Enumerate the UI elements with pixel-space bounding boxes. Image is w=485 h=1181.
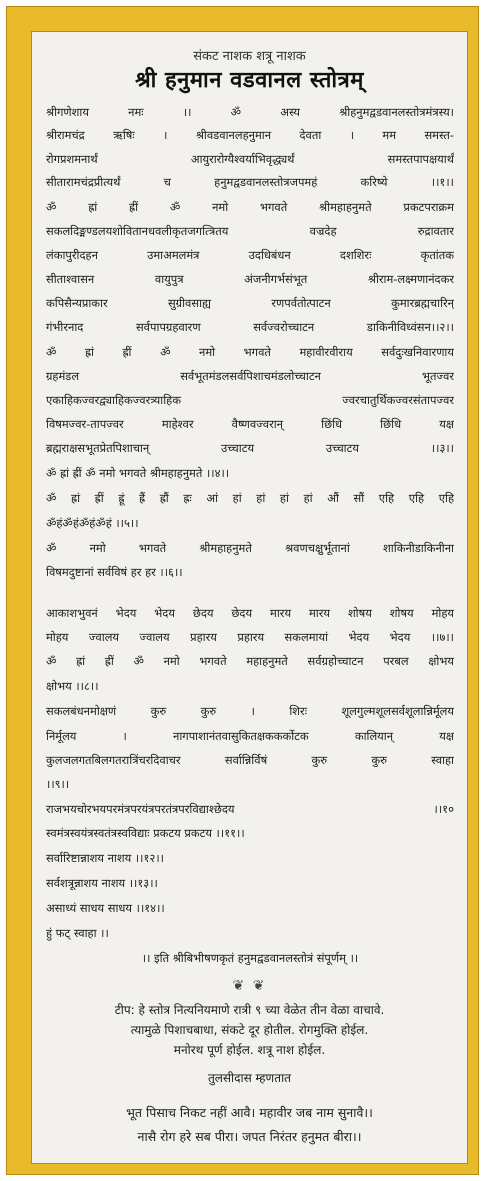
verse-line: कुलजलगतबिलगतरात्रिंचरदिवाचर सर्वान्निर्विषं कुरु कुरु स्वाहा bbox=[46, 753, 454, 767]
verse-line: स्वमंत्रस्वयंत्रस्वतंत्रस्वविद्याः प्रकटय प्रकटय ।।११।। bbox=[46, 826, 245, 840]
verse-line: राजभयचोरभयपरमंत्रपरयंत्रपरतंत्रपरविद्याश्छेदय ।।१० bbox=[46, 802, 454, 816]
page-title: श्री हनुमान वडवानल स्तोत्रम् bbox=[135, 68, 364, 93]
stotra-card bbox=[31, 31, 468, 1164]
verse-line: रोगप्रशमनार्थं आयुरारोग्यैश्वर्याभिवृद्ध्यर्थं समस्तपापक्षयार्थं bbox=[46, 152, 454, 166]
verse-line: लंकापुरीदहन उमाअमलमंत्र उदधिबंधन दशशिरः कृतांतक bbox=[46, 248, 454, 262]
verse-line: ॐ नमो भगवते श्रीमहाहनुमते श्रवणचक्षुर्भूतानां शाकिनीडाकिनीना bbox=[46, 541, 454, 555]
verse-line: ब्रह्मराक्षसभूतप्रेतपिशाचान् उच्चाटय उच्चाटय ।।३।। bbox=[46, 441, 454, 455]
verse-line: सीतारामचंद्रप्रीत्यर्थं च हनुमद्वडवानलस्तोत्रजपमहं करिष्ये ।।१।। bbox=[46, 175, 454, 189]
verse-line: आकाशभुवनं भेदय भेदय छेदय छेदय मारय मारय शोषय शोषय मोहय bbox=[46, 606, 454, 620]
verse-line: ॐ ह्रां ह्रीं ॐ नमो भगवते महावीरवीराय सर्वदुःखनिवारणाय bbox=[46, 345, 454, 359]
verse-line: ॐ ह्रां ह्रीं ॐ नमो भगवते श्रीमहाहनुमते ।।४।। bbox=[46, 466, 230, 480]
verse-line: गंभीरनाद सर्वपापग्रहवारण सर्वज्वरोच्चाटन डाकिनीविध्वंसन।।२।। bbox=[46, 320, 454, 334]
verse-line: असाध्यं साधय साधय ।।१४।। bbox=[46, 901, 165, 915]
couplet-line: नासै रोग हरे सब पीरा। जपत निरंतर हनुमत बीरा।। bbox=[137, 1129, 362, 1144]
verse-line: ॐ ह्रां ह्रीं ह्रूं ह्रैं ह्रौं ह्रः आं हां हां हां हां औं सौं एहि एहि एहि bbox=[46, 491, 454, 505]
verse-line: क्षोभय ।।८।। bbox=[46, 679, 99, 693]
verse-line: एकाहिकज्वरद्व्याहिकज्वरत्र्याहिक ज्वरचातुर्थिकज्वरसंतापज्वर bbox=[46, 393, 454, 407]
tip-line: टीप: हे स्तोत्र नित्यनियमाणे रात्री ९ च्या वेळेत तीन वेळा वाचावे. bbox=[114, 1003, 385, 1017]
verse-line: निर्मूलय । नागपाशानंतवासुकितक्षककर्कोटक कालियान् यक्ष bbox=[46, 729, 454, 743]
verse-line: ग्रहमंडल सर्वभूतमंडलसर्वपिशाचमंडलोच्चाटन भूतज्वर bbox=[46, 369, 454, 383]
subtitle: संकट नाशक शत्रू नाशक bbox=[193, 49, 306, 64]
verse-line: ॐ ह्रां ह्रीं ॐ नमो भगवते श्रीमहाहनुमते प्रकटपराक्रम bbox=[46, 200, 454, 214]
verse-line: सकलदिङ्मण्डलयशोवितानधवलीकृतजगत्त्रितय वज्रदेह रुद्रावतार bbox=[46, 224, 454, 238]
verse-line: सर्वारिष्टान्नाशय नाशय ।।१२।। bbox=[46, 851, 164, 865]
verse-line: सर्वशत्रून्नाशय नाशय ।।१३।। bbox=[46, 876, 158, 890]
verse-line: श्रीगणेशाय नमः ।। ॐ अस्य श्रीहनुमद्वडवानलस्तोत्रमंत्रस्य। bbox=[46, 105, 454, 119]
couplet-line: भूत पिसाच निकट नहीं आवै। महावीर जब नाम सुनावै।। bbox=[126, 1105, 373, 1120]
verse-line: विषमदुष्टानां सर्वविषं हर हर ।।६।। bbox=[46, 565, 183, 579]
page-frame bbox=[6, 6, 479, 1175]
verse-line: ॐहंॐहंॐहंॐहं ।।५।। bbox=[46, 516, 139, 530]
ornament-divider: ❦ ❦ bbox=[232, 978, 267, 994]
tip-line: त्यामुळे पिशाचबाधा, संकटे दूर होतील. रोगमुक्ति होईल. bbox=[130, 1023, 369, 1037]
tip-line: मनोरथ पूर्ण होईल. शत्रू नाश होईल. bbox=[173, 1043, 326, 1057]
verse-line: श्रीरामचंद्र ऋषिः । श्रीवडवानलहनुमान देवता । मम समस्त- bbox=[46, 128, 454, 142]
verse-line: सकलबंधनमोक्षणं कुरु कुरु । शिरः शूलगुल्मशूलसर्वशूलान्निर्मूलय bbox=[46, 704, 454, 718]
verse-line: कपिसैन्यप्राकार सुग्रीवसाह्य रणपर्वतोत्पाटन कुमारब्रह्मचारिन् bbox=[46, 296, 454, 310]
verse-line: ।।९।। bbox=[46, 777, 70, 791]
verse-line: ॐ ह्रां ह्रीं ॐ नमो भगवते महाहनुमते सर्वग्रहोच्चाटन परबल क्षोभय bbox=[46, 654, 454, 668]
verse-line: हुं फट् स्वाहा ।। bbox=[46, 926, 109, 940]
verse-line: सीताश्वासन वायुपुत्र अंजनीगर्भसंभूत श्रीराम-लक्ष्मणानंदकर bbox=[46, 272, 454, 286]
verse-line: मोहय ज्वालय ज्वालय प्रहारय प्रहारय सकलमायां भेदय भेदय ।।७।। bbox=[46, 630, 454, 644]
closing-line: ।। इति श्रीबिभीषणकृतं हनुमद्वडवानलस्तोत्रं संपूर्णम् ।। bbox=[141, 951, 359, 965]
attribution: तुलसीदास म्हणतात bbox=[207, 1071, 292, 1085]
verse-line: विषमज्वर-तापज्वर माहेश्वर वैष्णवज्वरान् छिंधि छिंधि यक्ष bbox=[46, 417, 454, 431]
